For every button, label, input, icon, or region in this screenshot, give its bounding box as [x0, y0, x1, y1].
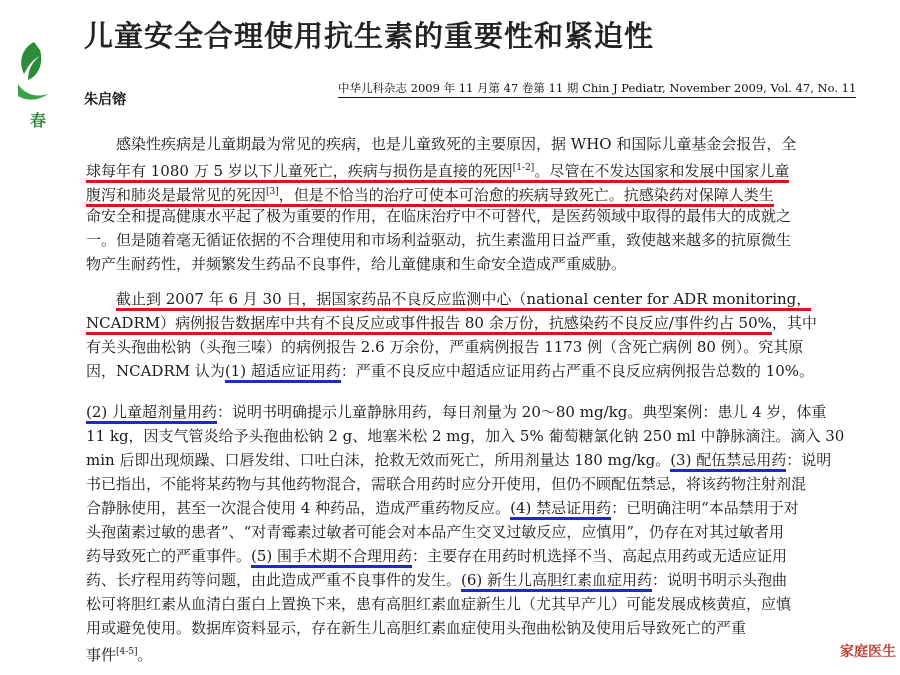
- text-line: 11 kg，因支气管炎给予头孢曲松钠 2 g、地塞米松 2 mg，加入 5% 葡萄糖氯化钠 250 ml 中静脉滴注。滴入 30: [86, 427, 845, 445]
- text-line: [86, 180, 832, 204]
- text-line: 事件[4-5]。: [86, 646, 153, 664]
- text-line: 一。但是随着毫无循证依据的不合理使用和市场利益驱动，抗生素滥用日益严重，致使越来越多的抗原微生: [86, 231, 792, 249]
- highlight-blue: (1) 超适应证用药: [225, 362, 341, 383]
- text-line: [86, 287, 832, 311]
- citation-rule: [338, 97, 856, 98]
- text-line: NCADRM）病例报告数据库中共有不良反应或事件报告 80 余万份，抗感染药不良反应/事件约占 50%，其中: [86, 311, 832, 335]
- journal-citation: [338, 80, 856, 96]
- highlight-blue: (6) 新生儿高胆红素血症用药: [461, 571, 652, 592]
- author-name: 朱启镕: [84, 92, 126, 108]
- text-line: [86, 156, 832, 180]
- text-line: 命安全和提高健康水平起了极为重要的作用，在临床治疗中不可替代，是医药领域中取得的最伟大的成就之: [86, 207, 792, 225]
- highlight-red: 球每年有 1080 万 5 岁以下儿童死亡，疾病与损伤是直接的死因[1-2]。尽管在不发达国家和发展中国家儿童: [86, 162, 789, 183]
- text-line: 药、长疗程用药等问题，由此造成严重不良事件的发生。(6) 新生儿高胆红素血症用药：说明书明示头孢曲: [86, 568, 832, 592]
- highlight-blue: (3) 配伍禁忌用药: [670, 451, 786, 472]
- paragraph-intro: [86, 132, 832, 276]
- text-line: 药导致死亡的严重事件。(5) 围手术期不合理用药：主要存在用药时机选择不当、高起点用药或无适应证用: [86, 544, 832, 568]
- highlight-red: NCADRM）病例报告数据库中共有不良反应或事件报告 80 余万份，抗感染药不良反应/事件约占 50%: [86, 314, 772, 335]
- watermark-stamp: 家庭医生: [840, 644, 896, 660]
- text-line: 合静脉使用，甚至一次混合使用 4 种药品，造成严重药物反应。(4) 禁忌证用药：已明确注明“本品禁用于对: [86, 496, 832, 520]
- page-title: 儿童安全合理使用抗生素的重要性和紧迫性: [84, 19, 655, 53]
- logo-text: 春: [30, 111, 47, 130]
- citation-text: 中华儿科杂志 2009 年 11 月第 47 卷第 11 期 Chin J Pediatr, November 2009, Vol. 47, No. 11: [338, 81, 857, 95]
- highlight-red: 截止到 2007 年 6 月 30 日，据国家药品不良反应监测中心（national center for ADR monitoring，: [116, 290, 811, 311]
- text-line: 有关头孢曲松钠（头孢三嗪）的病例报告 2.6 万余份，严重病例报告 1173 例（含死亡病例 80 例）。究其原: [86, 338, 804, 356]
- paragraph-ncadrm: [86, 287, 832, 383]
- text-line: 因，NCADRM 认为(1) 超适应证用药：严重不良反应中超适应证用药占严重不良反应病例报告总数的 10%。: [86, 359, 832, 383]
- text-line: 书已指出，不能将某药物与其他药物混合，需联合用药时应分开使用，但仍不顾配伍禁忌，将该药物注射剂混: [86, 475, 807, 493]
- highlight-red: 腹泻和肺炎是最常见的死因[3]，但是不恰当的治疗可使本可治愈的疾病导致死亡。抗感染药对保障人类生: [86, 186, 774, 207]
- text-line: (2) 儿童超剂量用药：说明书明确提示儿童静脉用药，每日剂量为 20～80 mg/kg。典型案例：患儿 4 岁，体重: [86, 400, 832, 424]
- text-line: 用或避免使用。数据库资料显示，存在新生儿高胆红素血症使用头孢曲松钠及使用后导致死亡的严重: [86, 619, 747, 637]
- text-line: 松可将胆红素从血清白蛋白上置换下来，患有高胆红素血症新生儿（尤其早产儿）可能发展成核黄疸，应慎: [86, 595, 792, 613]
- highlight-blue: (4) 禁忌证用药: [510, 499, 611, 520]
- highlight-blue: (2) 儿童超剂量用药: [86, 403, 217, 424]
- text-line: 头孢菌素过敏的患者”、“对青霉素过敏者可能会对本品产生交叉过敏反应，应慎用”，仍存在对其过敏者用: [86, 523, 785, 541]
- highlight-blue: (5) 围手术期不合理用药: [251, 547, 412, 568]
- text-line: min 后即出现烦躁、口唇发绀、口吐白沫，抢救无效而死亡，所用剂量达 180 mg/kg。(3) 配伍禁忌用药：说明: [86, 448, 832, 472]
- paragraph-cases: [86, 400, 845, 664]
- text-line: 感染性疾病是儿童期最为常见的疾病，也是儿童致死的主要原因，据 WHO 和国际儿童基金会报告，全: [116, 135, 797, 153]
- text-line: 物产生耐药性，并频繁发生药品不良事件，给儿童健康和生命安全造成严重威胁。: [86, 255, 627, 273]
